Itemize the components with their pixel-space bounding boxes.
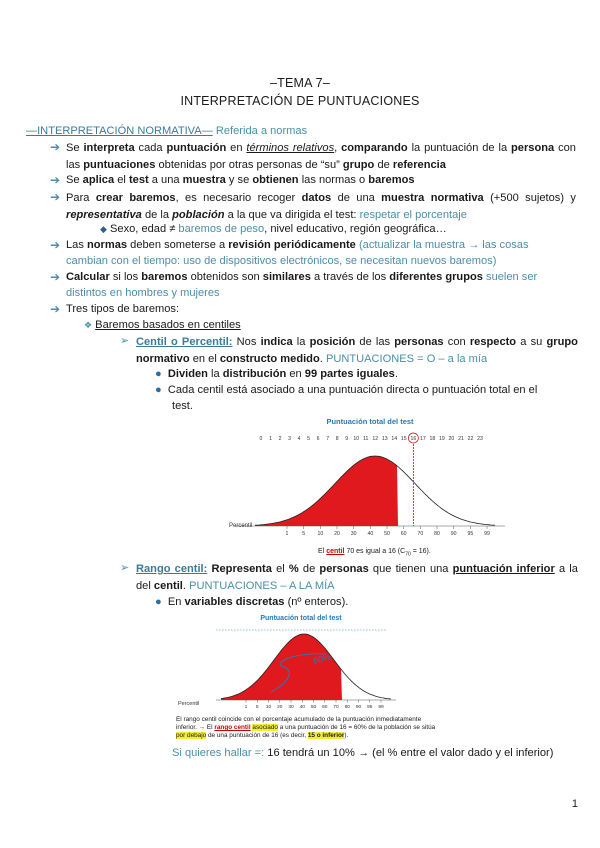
chart2-percentile-label: 70 [333,705,339,710]
centil-point-1 [155,367,398,382]
chart1-score-label: 2 [278,436,282,442]
text: respecto [469,336,517,348]
tema-heading: –TEMA 7– [270,76,330,90]
chart1-score-label: 19 [439,436,445,442]
section-heading-text: —INTERPRETACIÓN NORMATIVA— [26,125,213,137]
text: En [167,596,182,608]
section-heading [26,124,307,139]
text: en [230,142,243,154]
text: variables discretas [184,596,285,608]
text: 70 es igual a 16 (C [346,548,406,555]
arrow-icon: ➔ [50,270,61,284]
chart1-title: Puntuación total del test [326,417,414,426]
text: grupo normativo [136,336,578,365]
chart2-percentile-label: 30 [288,705,294,710]
text: indica [260,336,293,348]
chart1-score-label: 14 [391,436,398,442]
arrow-icon: ➔ [50,190,61,204]
text: cada [138,142,163,154]
text: Para [66,192,90,204]
diamond-icon: ◆ [100,224,107,234]
triangle-icon: ➢ [120,562,130,574]
text: = 16). [410,548,431,555]
chart1-score-label: 5 [307,436,311,442]
arrow-icon: ➔ [50,140,61,154]
text: . [319,352,323,365]
text: Centil o Percentil: [136,336,233,348]
chart1-percentile-label: 20 [334,531,340,537]
text: PUNTUACIONES – A LA MÍA [189,579,335,592]
chart1-score-label: 15 [400,436,407,442]
text: % [288,563,299,575]
chart1-score-label: 8 [335,436,339,442]
text: a una puntuación de 16 = 60% de la población se sitúa [279,724,436,731]
text: la del [136,563,578,592]
text: 99 partes iguales [304,368,395,380]
chart1-score-label: 0 [259,436,263,442]
text: Las [66,239,84,251]
chart1-percentile-label: 10 [317,531,324,537]
chart1-score-label: 13 [381,436,388,442]
chart1-score-label: 17 [419,436,426,442]
text: muestra normativa [381,192,484,204]
text: en el [192,352,217,365]
chart1-area-below [255,456,398,526]
chart1-caption [318,544,431,562]
text: obtenidas por otras personas de “su” [158,158,340,171]
sub-bullet-centiles [84,318,241,333]
text: Dividen [167,368,208,380]
rango-point-1 [155,595,348,610]
centil-point-2-cont: test. [172,400,193,412]
chart2-percentile-label: 40 [299,705,305,710]
text: inferior) [515,747,554,759]
dot-icon: ● [155,384,162,396]
chart2-handwritten-label: 60% [311,651,332,666]
text: representativa [66,208,142,221]
text: de las [359,336,391,348]
centil-point-2 [155,383,537,398]
dot-icon: ● [155,368,162,380]
triangle-icon: ➢ [120,335,130,347]
chart1-score-label: 12 [372,436,379,442]
centil-definition [136,334,578,367]
text: de la [144,208,170,221]
text: que tienen una [372,563,449,575]
text: similares [262,271,311,283]
text: por debajo [176,732,207,739]
text: Si quieres hallar =: [172,747,265,759]
chart1-percentile-label: 30 [350,531,357,537]
text: , nivel educativo, región geográfica… [264,223,447,235]
page-number: 1 [571,798,578,810]
text: suelen ser [486,271,538,283]
chart2-percentile-label: 80 [344,705,350,710]
page-title: INTERPRETACIÓN DE PUNTUACIONES [180,94,420,108]
chart2-percentile-label: 20 [277,705,283,710]
text: interpreta [83,142,135,154]
chart1-score-label: 7 [326,436,330,442]
text: personas [319,563,369,575]
text: datos [301,192,332,204]
chart1-score-label: 3 [288,436,292,442]
bullet-tipos: Tres tipos de baremos: [66,303,180,315]
text: obtenidos son [190,271,260,283]
bullet-normas [66,238,529,253]
text: población [172,208,225,221]
chart1-percentile-label: 1 [285,531,289,537]
chart1-axis-label: Percentil [229,523,253,529]
text: , [334,142,338,154]
text: revisión periódicamente [228,239,356,251]
chart1-score-label: 23 [477,436,483,442]
text: (nº enteros). [287,596,349,608]
chart2-axis-label: Percentil [178,701,200,707]
text: distribución [222,368,287,380]
chart1-percentile-label: 5 [302,531,306,537]
text: posición [309,336,356,348]
bullet-normas-cont: cambian con el tiempo: uso de dispositivos electrónicos, se necesitan nuevos baremos) [66,255,497,267]
text: ). [344,732,349,739]
rango-definition [136,561,578,594]
text: el [117,174,126,186]
chart2-percentile-label: 90 [355,705,362,710]
text: aplica [82,174,115,186]
chart2-note-3 [176,732,348,740]
text: comparando [341,142,408,154]
chart1-percentile-label: 70 [417,531,424,537]
chart1-score-label: 18 [429,436,436,442]
text: PUNTUACIONES = O – a la mía [325,352,488,365]
text: . [394,368,398,380]
text: a la que va dirigida el test: [227,208,357,221]
text: diferentes grupos [389,271,483,283]
text: , es necesario recoger [175,192,296,204]
chart1-score-label: 22 [467,436,474,442]
chart1-percentile-label: 40 [367,531,374,537]
chart1-percentile-label: 90 [450,531,457,537]
text: a [558,563,566,575]
text: 16 tendrá un 10% → (el % entre el valor dado y el [267,747,513,759]
text: 70 [405,551,411,558]
chart1-score-label: 9 [345,436,349,442]
text: Rango centil: [136,563,208,575]
text: persona [511,142,555,154]
text: con las [66,142,576,171]
text: 15 o inferior [307,732,345,739]
chart1-score-label: 1 [269,436,272,442]
text: la [296,336,306,348]
text: a su [520,336,543,348]
text: referencia [392,158,446,171]
text: Se [66,174,80,186]
chart1-percentile-label: 99 [484,531,490,537]
text: puntuación [166,142,227,154]
text: a través de los [313,271,387,283]
text: a una [151,174,180,186]
text: normas [86,239,128,251]
text: . [182,579,186,592]
bullet-baremos [66,190,576,223]
chart1-score-label: 11 [363,436,369,442]
section-subheading: Referida a normas [215,125,308,137]
chart1-percentile-label: 50 [384,531,390,537]
text: centil [326,548,345,555]
chart1-score-label: 20 [448,436,455,442]
text: constructo medido [219,352,320,365]
text: test [128,174,149,186]
chart2-percentile-label: 1 [244,705,248,710]
text: baremos [141,271,188,283]
dot-icon: ● [155,596,162,608]
text: Representa [211,563,272,575]
bullet-calcular [66,270,537,285]
tail-note [172,745,578,762]
text: con [447,336,466,348]
rank-chart [176,612,426,716]
bullet-aplica [66,173,415,188]
text: Cada centil está asociado a una puntuación directa o puntuación total en el [167,384,538,396]
chart1-score-label: 10 [353,436,360,442]
bullet-calcular-cont: distintos en hombres y mujeres [66,287,220,299]
chart2-percentile-label: 95 [367,705,373,710]
chart1-percentile-label: 95 [467,531,474,537]
chart1-percentile-label: 80 [434,531,440,537]
text: crear baremos [95,192,176,204]
text: Calcular [66,271,110,283]
text: de [302,563,316,575]
text: respetar el porcentaje [359,208,467,221]
text: si los [112,271,139,283]
text: centil [153,579,183,592]
star-icon: ❖ [84,320,93,330]
chart2-area-below [221,634,342,700]
chart1-score-label: 21 [458,436,464,442]
text: de una [337,192,375,204]
text: Sexo, edad ≠ [110,223,176,235]
chart1-score-label: 4 [297,436,301,442]
bullet-interpreta [66,140,576,173]
text: rango centil [214,724,251,731]
text: la puntuación de la [411,142,508,154]
text: muestra [182,174,226,186]
text: asociado [252,724,278,731]
chart2-percentile-label: 60 [322,705,328,710]
chart1-score-label: 6 [316,436,320,442]
centile-chart [225,414,515,559]
text: y se [228,174,250,186]
text: deben someterse a [130,239,226,251]
chart1-percentile-label: 60 [400,531,407,537]
chart2-percentile-label: 50 [310,705,317,710]
text: puntuación inferior [452,563,555,575]
text: Se [66,142,80,154]
text: la [211,368,220,380]
text: de [377,158,390,171]
text: grupo [342,158,375,171]
text: el [276,563,285,575]
chart2-percentile-label: 5 [255,705,259,710]
text: puntuaciones [83,158,156,171]
text: en [289,368,302,380]
text: personas [394,336,444,348]
text: (actualizar la muestra → las cosas [358,239,529,251]
text: baremos de peso [178,223,265,235]
chart2-note-2 [176,724,435,732]
text: términos relativos [246,142,335,154]
text: las normas o [301,174,366,186]
sub-bullet-variables [100,222,447,237]
chart1-score-label: 16 [410,436,417,442]
text: inferior. → El [176,724,213,731]
text: (+500 sujetos) y [490,192,576,204]
arrow-icon: ➔ [50,173,61,187]
text: obtienen [252,174,299,186]
text: baremos [368,174,415,186]
arrow-icon: ➔ [50,238,61,252]
arrow-icon: ➔ [50,302,61,316]
chart2-title: Puntuación total del test [260,615,342,622]
text: de una puntuación de 16 (es decir, [207,732,307,739]
text: El [318,548,325,555]
text: Nos [236,336,257,348]
chart2-percentile-label: 10 [265,705,272,710]
text: Baremos basados en centiles [95,319,241,331]
chart2-note-1: El rango centil coincide con el porcentaje acumulado de la puntuación inmediatamente [176,716,422,723]
chart2-percentile-label: 99 [378,705,384,710]
